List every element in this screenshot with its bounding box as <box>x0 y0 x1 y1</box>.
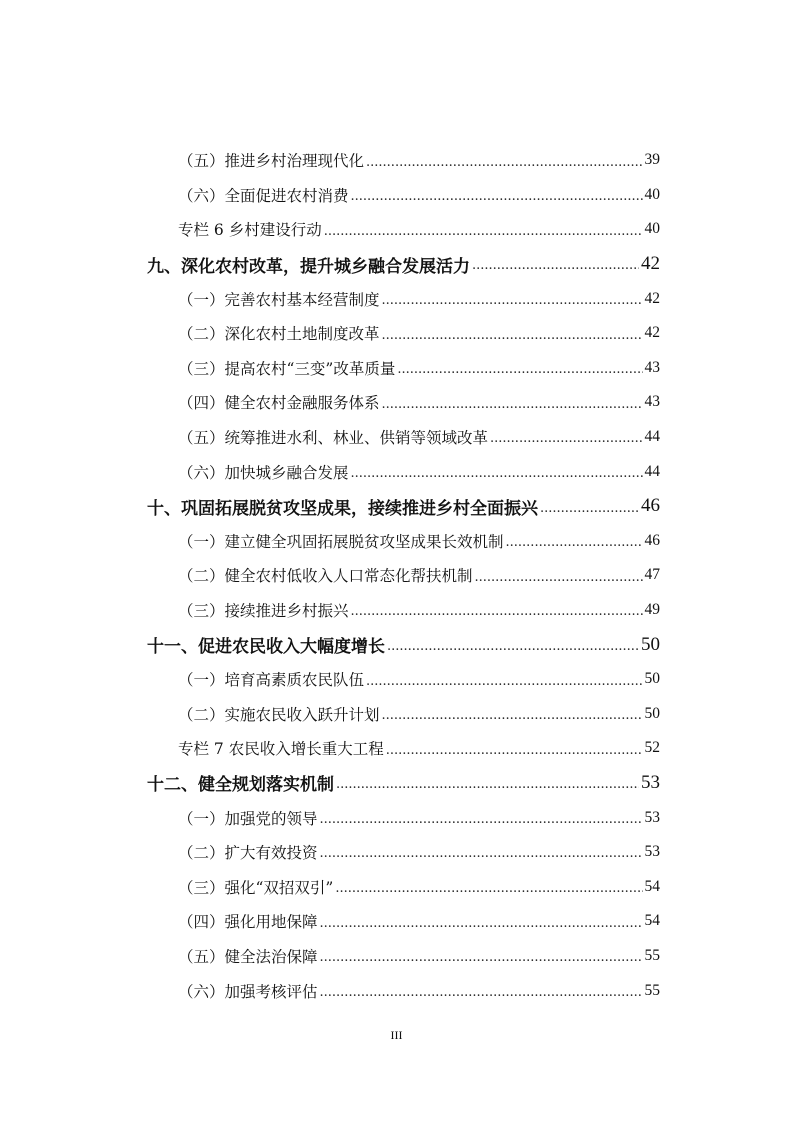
toc-entry-title: （一）加强党的领导 <box>178 809 318 828</box>
toc-leader-dots <box>366 675 642 697</box>
toc-entry[interactable] <box>178 351 660 386</box>
toc-leader-dots <box>382 398 643 420</box>
toc-leader-dots <box>506 536 643 558</box>
toc-entry-title: （一）培育高素质农民队伍 <box>178 671 365 690</box>
table-of-contents <box>0 143 793 1008</box>
toc-chapter-title: 十、巩固拓展脱贫攻坚成果，接续推进乡村全面振兴 <box>147 498 538 519</box>
toc-entry-page: 47 <box>644 566 660 584</box>
toc-entry[interactable] <box>178 281 660 316</box>
toc-leader-dots <box>382 329 643 351</box>
toc-entry[interactable] <box>178 524 660 559</box>
toc-leader-dots <box>336 778 639 800</box>
toc-entry[interactable] <box>178 697 660 732</box>
toc-chapter-page: 53 <box>641 771 660 793</box>
toc-leader-dots <box>324 225 643 247</box>
toc-chapter[interactable] <box>147 766 660 801</box>
toc-entry[interactable] <box>178 178 660 213</box>
toc-entry-sidebar-box[interactable] <box>178 731 660 766</box>
toc-leader-dots <box>386 744 643 766</box>
toc-entry-title: （六）加强考核评估 <box>178 982 318 1001</box>
toc-leader-dots <box>320 986 643 1008</box>
toc-entry-page: 44 <box>644 462 660 480</box>
toc-leader-dots <box>351 605 643 627</box>
toc-entry[interactable] <box>178 558 660 593</box>
toc-leader-dots <box>387 640 639 662</box>
toc-entry-title: （三）接续推进乡村振兴 <box>178 602 349 621</box>
toc-leader-dots <box>320 917 643 939</box>
toc-entry-page: 46 <box>644 531 660 549</box>
toc-leader-dots <box>320 813 643 835</box>
toc-entry-page: 55 <box>644 946 660 964</box>
toc-entry[interactable] <box>178 143 660 178</box>
toc-entry-page: 43 <box>644 393 660 411</box>
toc-entry-title: （三）强化“双招双引” <box>178 878 334 897</box>
toc-chapter-title: 十一、促进农民收入大幅度增长 <box>147 637 385 658</box>
toc-leader-dots <box>490 432 642 454</box>
toc-leader-dots <box>320 847 643 869</box>
toc-entry-page: 39 <box>644 151 660 169</box>
toc-entry-title: （四）强化用地保障 <box>178 913 318 932</box>
toc-entry-page: 40 <box>644 185 660 203</box>
toc-leader-dots <box>382 294 643 316</box>
toc-chapter[interactable] <box>147 627 660 662</box>
toc-entry[interactable] <box>178 662 660 697</box>
toc-entry[interactable] <box>178 939 660 974</box>
toc-entry[interactable] <box>178 973 660 1008</box>
toc-leader-dots <box>335 882 642 904</box>
toc-entry[interactable] <box>178 869 660 904</box>
page-number-footer: III <box>390 1028 403 1042</box>
toc-entry[interactable] <box>178 316 660 351</box>
toc-entry[interactable] <box>178 835 660 870</box>
toc-chapter-page: 42 <box>641 253 660 275</box>
toc-entry-page: 55 <box>644 981 660 999</box>
toc-entry-page: 49 <box>644 601 660 619</box>
toc-chapter[interactable] <box>147 489 660 524</box>
toc-chapter-page: 46 <box>641 495 660 517</box>
toc-leader-dots <box>472 259 639 281</box>
toc-entry-title: （二）健全农村低收入人口常态化帮扶机制 <box>178 567 473 586</box>
toc-entry-title: 专栏 7 农民收入增长重大工程 <box>178 740 384 759</box>
toc-entry-page: 52 <box>644 739 660 757</box>
toc-entry-page: 50 <box>644 670 660 688</box>
toc-entry-title: （五）推进乡村治理现代化 <box>178 152 365 171</box>
toc-entry-title: （一）完善农村基本经营制度 <box>178 290 380 309</box>
toc-entry[interactable] <box>178 454 660 489</box>
toc-entry-page: 54 <box>644 877 660 895</box>
toc-entry-page: 43 <box>644 358 660 376</box>
toc-entry[interactable] <box>178 800 660 835</box>
toc-leader-dots <box>397 363 642 385</box>
toc-chapter[interactable] <box>147 247 660 282</box>
toc-leader-dots <box>540 502 639 524</box>
toc-entry-title: （五）健全法治保障 <box>178 947 318 966</box>
toc-entry-title: （二）扩大有效投资 <box>178 844 318 863</box>
toc-entry[interactable] <box>178 904 660 939</box>
toc-entry-page: 54 <box>644 912 660 930</box>
toc-entry-title: （五）统筹推进水利、林业、供销等领域改革 <box>178 429 489 448</box>
toc-entry-title: （二）深化农村土地制度改革 <box>178 325 380 344</box>
toc-leader-dots <box>320 951 643 973</box>
toc-chapter-title: 九、深化农村改革，提升城乡融合发展活力 <box>147 256 470 277</box>
toc-leader-dots <box>351 190 643 212</box>
toc-chapter-page: 50 <box>641 633 660 655</box>
toc-entry-sidebar-box[interactable] <box>178 212 660 247</box>
toc-entry[interactable] <box>178 420 660 455</box>
toc-chapter-title: 十二、健全规划落实机制 <box>147 775 334 796</box>
toc-entry-title: （六）加快城乡融合发展 <box>178 463 349 482</box>
toc-entry-title: 专栏 6 乡村建设行动 <box>178 221 322 240</box>
toc-entry-page: 53 <box>644 843 660 861</box>
toc-entry-title: （一）建立健全巩固拓展脱贫攻坚成果长效机制 <box>178 532 504 551</box>
toc-entry-page: 42 <box>644 289 660 307</box>
toc-entry-title: （二）实施农民收入跃升计划 <box>178 705 380 724</box>
toc-entry-page: 40 <box>644 220 660 238</box>
toc-entry-title: （三）提高农村“三变”改革质量 <box>178 359 396 378</box>
toc-leader-dots <box>351 467 643 489</box>
toc-entry-page: 53 <box>644 808 660 826</box>
toc-entry[interactable] <box>178 385 660 420</box>
toc-entry[interactable] <box>178 593 660 628</box>
toc-entry-page: 42 <box>644 324 660 342</box>
toc-entry-page: 50 <box>644 704 660 722</box>
toc-entry-title: （四）健全农村金融服务体系 <box>178 394 380 413</box>
toc-leader-dots <box>382 709 643 731</box>
toc-leader-dots <box>366 156 642 178</box>
toc-entry-title: （六）全面促进农村消费 <box>178 186 349 205</box>
toc-leader-dots <box>475 571 643 593</box>
toc-entry-page: 44 <box>644 428 660 446</box>
